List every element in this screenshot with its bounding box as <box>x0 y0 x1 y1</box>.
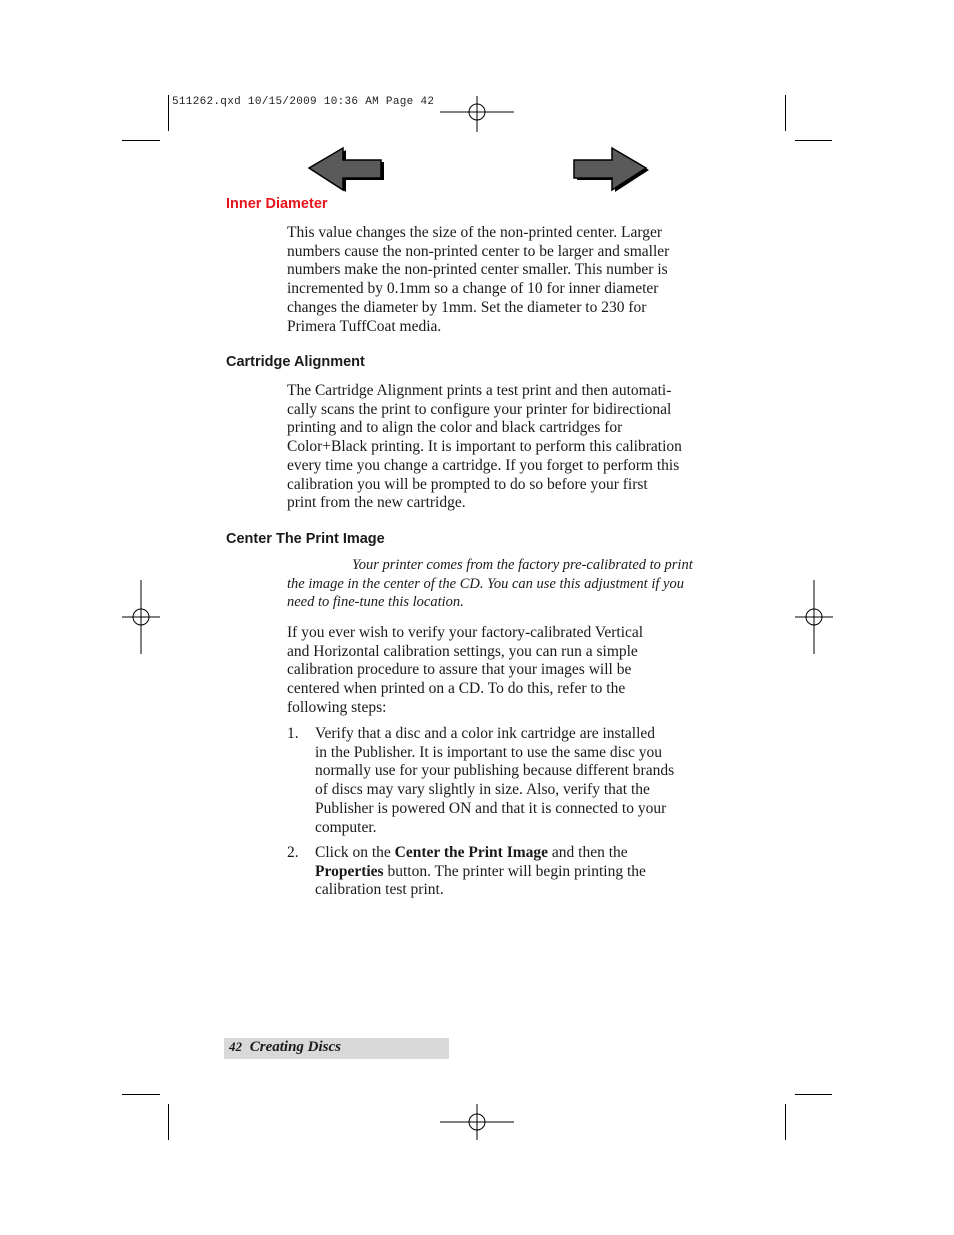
text-line: in the Publisher. It is important to use the same disc you <box>315 743 662 761</box>
text-line: centered when printed on a CD. To do this, refer to the <box>287 680 626 698</box>
step-number: 1. <box>287 725 299 742</box>
text-run: and then the <box>548 844 628 861</box>
text-line: This value changes the size of the non-printed center. Larger <box>287 224 663 241</box>
footer-section-title: Creating Discs <box>249 1039 342 1055</box>
crop-mark <box>168 95 169 131</box>
text-line: Publisher is powered ON and that it is connected to your <box>315 799 667 817</box>
left-arrow-icon[interactable] <box>308 148 386 194</box>
paragraph-cartridge-alignment <box>287 382 732 513</box>
crop-mark <box>122 1094 160 1095</box>
text-run: button. The printer will begin printing the <box>383 862 646 880</box>
text-line: calibration procedure to assure that your images will be <box>287 661 632 679</box>
text-line <box>315 863 727 882</box>
text-line: print from the new cartridge. <box>287 494 466 512</box>
page-number: 42 <box>229 1039 242 1054</box>
text-line: incremented by 0.1mm so a change of 10 for inner diameter <box>287 280 659 298</box>
crop-mark <box>785 95 786 131</box>
footer <box>229 1039 341 1056</box>
paragraph-inner-diameter <box>287 224 732 336</box>
list-item-step-1 <box>287 725 727 837</box>
bold-term-center-the-print-image: Center the Print Image <box>394 844 549 861</box>
registration-mark-icon <box>122 580 160 656</box>
right-arrow-icon[interactable] <box>574 148 652 194</box>
text-line: numbers cause the non-printed center to be larger and smaller <box>287 242 670 260</box>
crop-mark <box>785 1104 786 1140</box>
text-line: every time you change a cartridge. If you forget to perform this <box>287 456 680 474</box>
text-line: cally scans the print to configure your printer for bidirectional <box>287 400 672 418</box>
registration-mark-icon <box>795 580 833 656</box>
text-line: Verify that a disc and a color ink cartridge are installed <box>315 725 656 742</box>
text-line: the image in the center of the CD. You can use this adjustment if you <box>287 575 684 592</box>
paragraph-calibration-intro <box>287 624 732 718</box>
text-line: Color+Black printing. It is important to perform this calibration <box>287 438 682 456</box>
text-line: calibration test print. <box>315 881 444 899</box>
text-line: calibration you will be prompted to do so before your first <box>287 475 648 493</box>
text-line: normally use for your publishing because different brands <box>315 762 675 780</box>
text-line: The Cartridge Alignment prints a test print and then automati- <box>287 382 672 399</box>
text-line: following steps: <box>287 698 387 716</box>
text-line: numbers make the non-printed center smaller. This number is <box>287 261 668 279</box>
bold-term-properties: Properties <box>315 862 384 880</box>
registration-mark-icon <box>440 1104 516 1142</box>
text-line: computer. <box>315 818 377 836</box>
crop-mark <box>795 140 832 141</box>
section-heading-center-print-image: Center The Print Image <box>226 531 385 547</box>
slug-line: 511262.qxd 10/15/2009 10:36 AM Page 42 <box>172 96 435 108</box>
registration-mark-icon <box>440 96 516 132</box>
section-heading-cartridge-alignment: Cartridge Alignment <box>226 354 365 370</box>
note-center-print-image <box>287 556 732 612</box>
text-line <box>315 844 727 863</box>
text-line: need to fine-tune this location. <box>287 594 464 611</box>
text-run: Click on the <box>315 844 395 861</box>
text-line: changes the diameter by 1mm. Set the diameter to 230 for <box>287 298 647 316</box>
crop-mark <box>795 1094 832 1095</box>
step-number: 2. <box>287 844 299 861</box>
text-line: If you ever wish to verify your factory-calibrated Vertical <box>287 624 644 641</box>
text-line: Your printer comes from the factory pre-calibrated to print <box>352 557 693 573</box>
text-line: Primera TuffCoat media. <box>287 317 442 335</box>
crop-mark <box>168 1104 169 1140</box>
section-heading-inner-diameter: Inner Diameter <box>226 196 328 212</box>
list-item-step-2 <box>287 844 727 900</box>
text-line: and Horizontal calibration settings, you can run a simple <box>287 642 638 660</box>
crop-mark <box>122 140 160 141</box>
text-line: printing and to align the color and black cartridges for <box>287 419 623 437</box>
text-line: of discs may vary slightly in size. Also, verify that the <box>315 781 650 799</box>
